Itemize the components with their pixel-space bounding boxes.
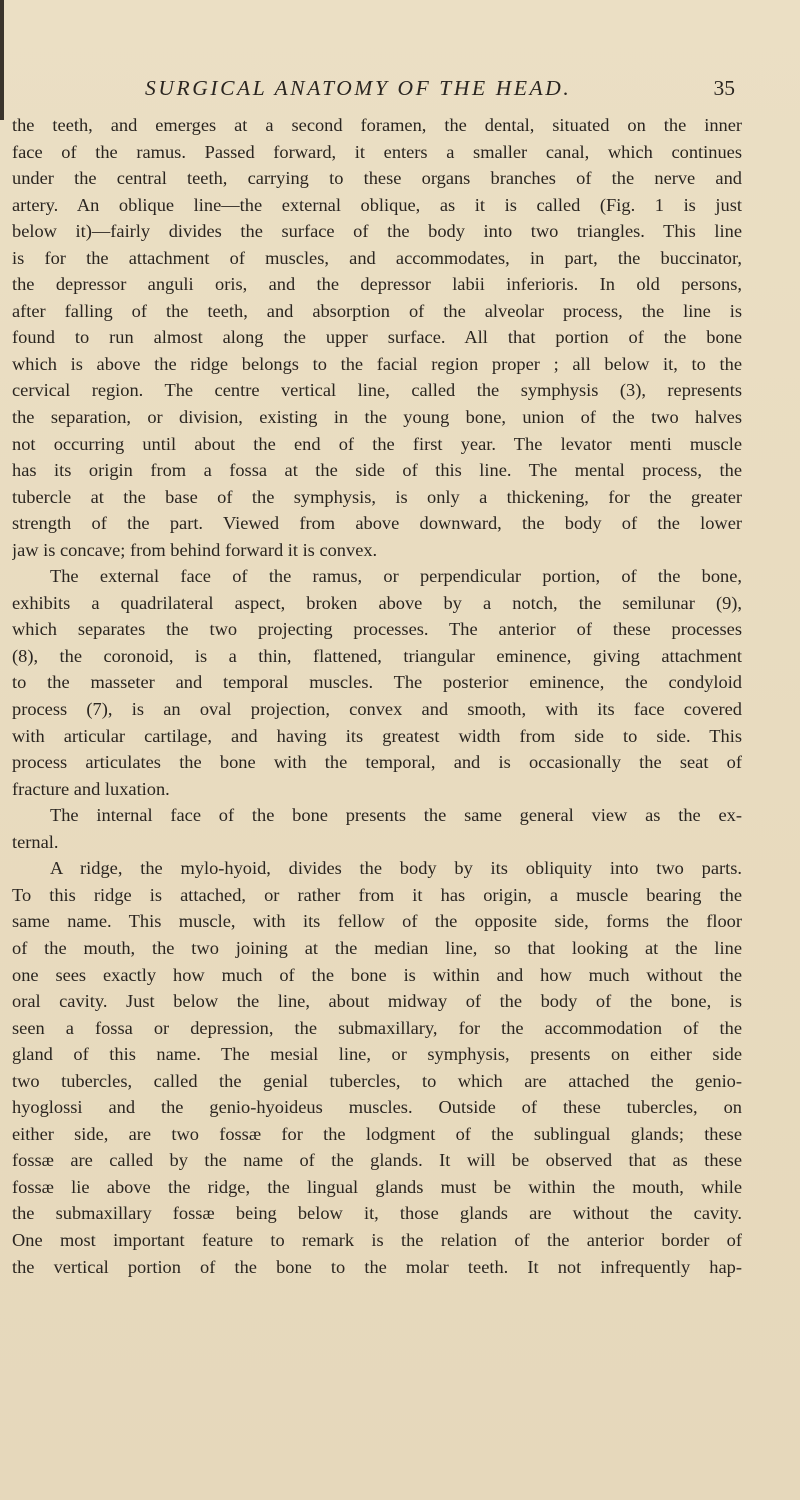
text-line: gland of this name. The mesial line, or symphysis, presents on either side — [12, 1044, 742, 1065]
text-line: found to run almost along the upper surface. All that portion of the bone — [12, 327, 742, 348]
text-line: the teeth, and emerges at a second foramen, the dental, situated on the inner — [12, 115, 742, 135]
text-line: oral cavity. Just below the line, about midway of the body of the bone, is — [12, 991, 742, 1012]
text-line: two tubercles, called the genial tubercles, to which are attached the genio- — [12, 1070, 742, 1091]
text-line: the vertical portion of the bone to the molar teeth. It not infrequently hap- — [12, 1256, 742, 1277]
text-line: process articulates the bone with the temporal, and is occasionally the seat of — [12, 752, 742, 773]
text-line: To this ridge is attached, or rather from it has origin, a muscle bearing the — [12, 884, 742, 905]
text-line: exhibits a quadrilateral aspect, broken above by a notch, the semilunar (9), — [12, 592, 742, 613]
text-line: (8), the coronoid, is a thin, flattened, triangular eminence, giving attachment — [12, 645, 742, 666]
running-head — [145, 76, 735, 106]
text-line: cervical region. The centre vertical line, called the symphysis (3), represents — [12, 380, 742, 401]
text-line: One most important feature to remark is the relation of the anterior border of — [12, 1229, 742, 1250]
text-line: strength of the part. Viewed from above downward, the body of the lower — [12, 513, 742, 534]
running-title: SURGICAL ANATOMY OF THE HEAD. — [145, 76, 572, 100]
text-line: the separation, or division, existing in the young bone, union of the two halves — [12, 407, 742, 428]
text-line: is for the attachment of muscles, and accommodates, in part, the buccinator, — [12, 247, 742, 268]
text-line: below it)—fairly divides the surface of the body into two triangles. This line — [12, 221, 742, 242]
text-line: fracture and luxation. — [12, 778, 170, 799]
text-line: which separates the two projecting processes. The anterior of these processes — [12, 619, 742, 640]
text-line: fossæ lie above the ridge, the lingual glands must be within the mouth, while — [12, 1176, 742, 1197]
text-line: the depressor anguli oris, and the depressor labii inferioris. In old persons, — [12, 274, 742, 295]
text-line: of the mouth, the two joining at the median line, so that looking at the line — [12, 937, 742, 958]
text-line: which is above the ridge belongs to the facial region proper ; all below it, to the — [12, 353, 742, 374]
text-line: after falling of the teeth, and absorption of the alveolar process, the line is — [12, 300, 742, 321]
text-line: artery. An oblique line—the external oblique, as it is called (Fig. 1 is just — [12, 194, 742, 215]
text-line: same name. This muscle, with its fellow of the opposite side, forms the floor — [12, 911, 742, 932]
text-line: face of the ramus. Passed forward, it enters a smaller canal, which continues — [12, 141, 742, 162]
text-line: has its origin from a fossa at the side of this line. The mental process, the — [12, 460, 742, 481]
text-line: ternal. — [12, 831, 59, 852]
text-line: tubercle at the base of the symphysis, is only a thickening, for the greater — [12, 486, 742, 507]
text-line: jaw is concave; from behind forward it is convex. — [12, 539, 378, 560]
text-line: one sees exactly how much of the bone is within and how much without the — [12, 964, 742, 985]
body-text — [12, 112, 742, 1280]
text-line: either side, are two fossæ for the lodgment of the sublingual glands; these — [12, 1123, 742, 1144]
text-line: hyoglossi and the genio-hyoideus muscles. Outside of these tubercles, on — [12, 1097, 742, 1118]
text-line: seen a fossa or depression, the submaxillary, for the accommodation of the — [12, 1017, 742, 1038]
text-line: fossæ are called by the name of the glands. It will be observed that as these — [12, 1150, 742, 1171]
text-line: to the masseter and temporal muscles. The posterior eminence, the condyloid — [12, 672, 742, 693]
text-line: A ridge, the mylo-hyoid, divides the body by its obliquity into two parts. — [50, 858, 742, 879]
text-line: the submaxillary fossæ being below it, those glands are without the cavity. — [12, 1203, 742, 1224]
text-line: not occurring until about the end of the first year. The levator menti muscle — [12, 433, 742, 454]
text-line: The internal face of the bone presents the same general view as the ex- — [50, 805, 742, 826]
text-line: with articular cartilage, and having its greatest width from side to side. This — [12, 725, 742, 746]
page-number: 35 — [713, 76, 735, 100]
text-line: The external face of the ramus, or perpendicular portion, of the bone, — [50, 566, 742, 587]
page-edge-shadow — [0, 0, 4, 120]
text-line: under the central teeth, carrying to these organs branches of the nerve and — [12, 168, 742, 189]
text-line: process (7), is an oval projection, convex and smooth, with its face covered — [12, 699, 742, 720]
